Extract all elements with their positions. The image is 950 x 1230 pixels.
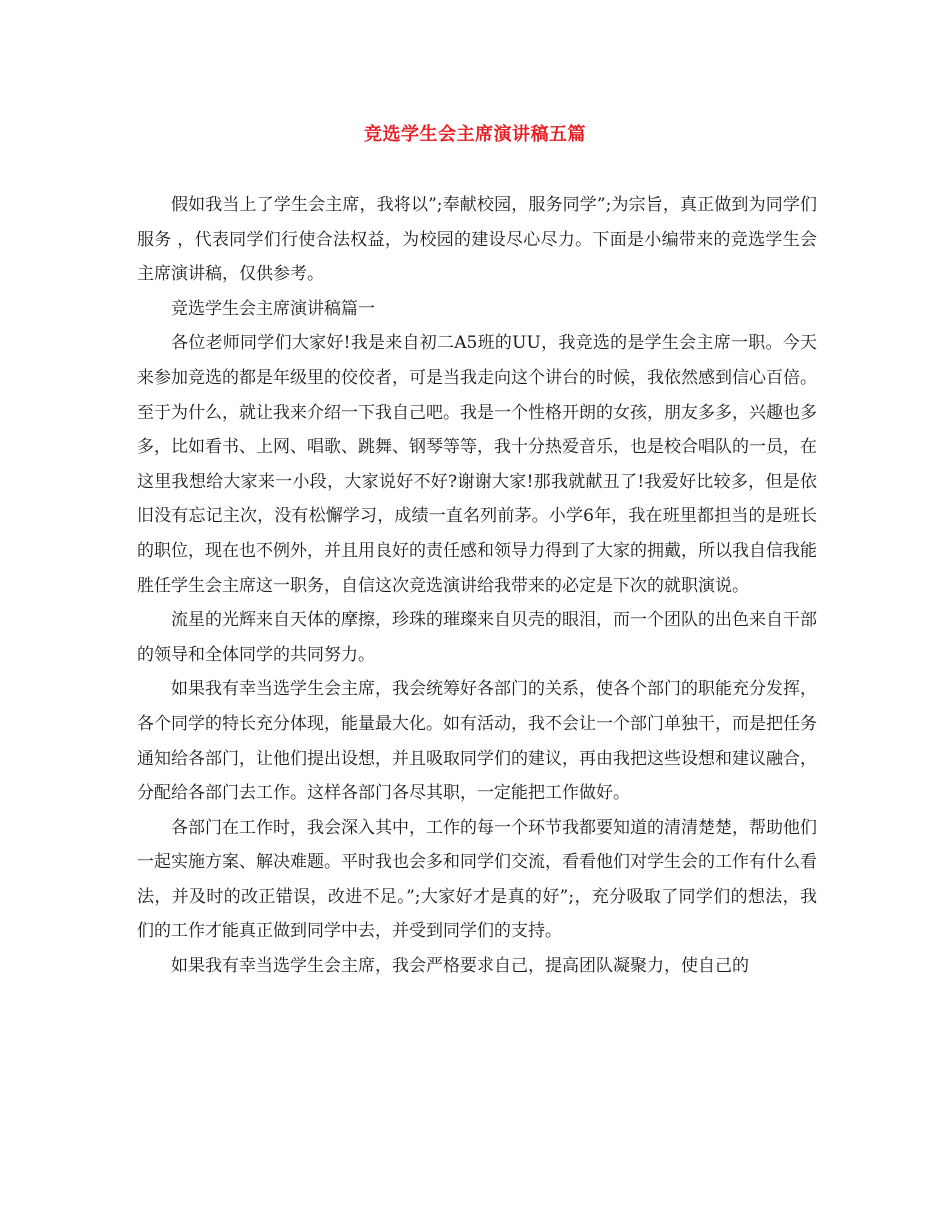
document-title: 竞选学生会主席演讲稿五篇 bbox=[364, 124, 586, 145]
section-heading: 竞选学生会主席演讲稿篇一 bbox=[171, 298, 375, 319]
paragraph: 各位老师同学们大家好!我是来自初二A5班的UU，我竞选的是学生会主席一职。今天来参加竞选的都是年级里的佼佼者，可是当我走向这个讲台的时候，我依然感到信心百倍。至于为什么，就让我来介绍一下我自己吧。我是一个性格开朗的女孩，朋友多多，兴趣也多多，比如看书、上网、唱歌、跳舞、钢琴等等，我十分热爱音乐，也是校合唱队的一员，在这里我想给大家来一小段，大家说好不好?谢谢大家!那我就献丑了!我爱好比较多，但是依旧没有忘记主次，没有松懈学习，成绩一直名列前茅。小学6年，我在班里都担当的是班长的职位，现在也不例外，并且用良好的责任感和领导力得到了大家的拥戴，所以我自信我能胜任学生会主席这一职务，自信这次竞选演讲给我带来的必定是下次的就职演说。 bbox=[137, 333, 817, 596]
paragraph: 如果我有幸当选学生会主席，我会严格要求自己，提高团队凝聚力，使自己的 bbox=[171, 956, 749, 977]
paragraph-intro: 假如我当上了学生会主席，我将以”;奉献校园，服务同学”;为宗旨，真正做到为同学们服务 ，代表同学们行使合法权益，为校园的建设尽心尽力。下面是小编带来的竞选学生会主席演讲稿，仅供参考。 bbox=[137, 195, 817, 285]
document-body bbox=[137, 188, 817, 984]
paragraph: 流星的光辉来自天体的摩擦，珍珠的璀璨来自贝壳的眼泪，而一个团队的出色来自干部的领导和全体同学的共同努力。 bbox=[137, 610, 817, 665]
paragraph: 各部门在工作时，我会深入其中，工作的每一个环节我都要知道的清清楚楚，帮助他们一起实施方案、解决难题。平时我也会多和同学们交流，看看他们对学生会的工作有什么看法，并及时的改正错误，改进不足。”;大家好才是真的好”;，充分吸取了同学们的想法，我们的工作才能真正做到同学中去，并受到同学们的支持。 bbox=[137, 817, 817, 942]
paragraph: 如果我有幸当选学生会主席，我会统筹好各部门的关系，使各个部门的职能充分发挥，各个同学的特长充分体现，能量最大化。如有活动，我不会让一个部门单独干，而是把任务通知给各部门，让他们提出设想，并且吸取同学们的建议，再由我把这些设想和建议融合，分配给各部门去工作。这样各部门各尽其职，一定能把工作做好。 bbox=[137, 679, 817, 804]
